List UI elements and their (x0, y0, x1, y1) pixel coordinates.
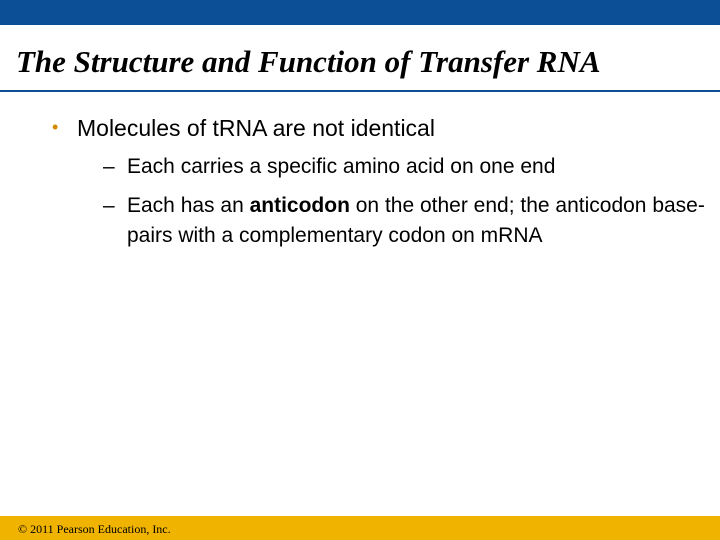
copyright-notice: © 2011 Pearson Education, Inc. (18, 522, 171, 536)
sub-bullet-text (127, 191, 713, 251)
sub-bullet-dash: – (103, 155, 115, 178)
sub-bullet-text: Each carries a specific amino acid on one end (127, 155, 556, 178)
sub-bullet-dash: – (103, 194, 115, 217)
sub-bullet-text-after: on the other end; the anticodon base-pairs with a complementary codon on mRNA (127, 194, 705, 247)
sub-bullet-item (103, 191, 713, 251)
sub-bullet-text-before: Each has an (127, 194, 250, 217)
title-divider (0, 90, 720, 92)
bullet-text: Molecules of tRNA are not identical (77, 115, 435, 141)
slide-title: The Structure and Function of Transfer RNA (16, 44, 601, 79)
top-accent-bar (0, 0, 720, 25)
sub-bullet-item (103, 152, 555, 182)
bullet-item (52, 115, 435, 142)
anticodon-term: anticodon (249, 194, 350, 217)
bullet-marker: • (52, 117, 59, 137)
